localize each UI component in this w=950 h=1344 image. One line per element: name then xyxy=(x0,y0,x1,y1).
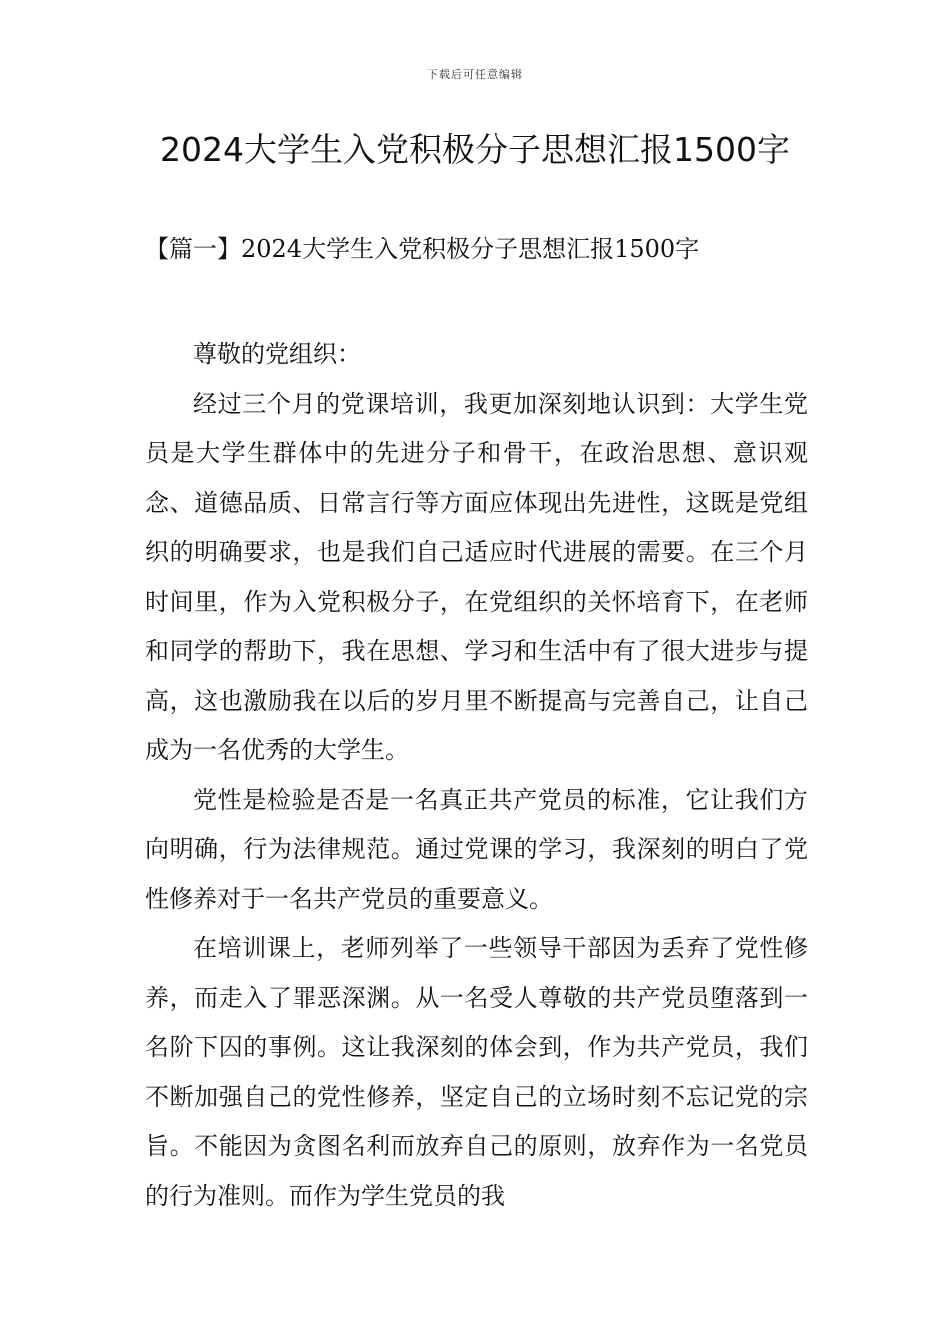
body-paragraph: 党性是检验是否是一名真正共产党员的标准，它让我们方向明确，行为法律规范。通过党课的学习，我深刻的明白了党性修养对于一名共产党员的重要意义。 xyxy=(145,785,808,913)
salutation: 尊敬的党组织： xyxy=(193,340,361,368)
body-paragraph: 经过三个月的党课培训，我更加深刻地认识到：大学生党员是大学生群体中的先进分子和骨干，在政治思想、意识观念、道德品质、日常言行等方面应体现出先进性，这既是党组织的明确要求，也是我们自己适应时代进展的需要。在三个月时间里，作为入党积极分子，在党组织的关怀培育下，在老师和同学的帮助下，我在思想、学习和生活中有了很大进步与提高，这也激励我在以后的岁月里不断提高与完善自己，让自己成为一名优秀的大学生。 xyxy=(145,389,808,764)
section-heading: 【篇一】2024大学生入党积极分子思想汇报1500字 xyxy=(145,235,700,263)
body-paragraph: 在培训课上，老师列举了一些领导干部因为丢弃了党性修养，而走入了罪恶深渊。从一名受人尊敬的共产党员堕落到一名阶下囚的事例。这让我深刻的体会到，作为共产党员，我们不断加强自己的党性修养，坚定自己的立场时刻不忘记党的宗旨。不能因为贪图名利而放弃自己的原则，放弃作为一名党员的行为准则。而作为学生党员的我 xyxy=(145,934,808,1210)
header-note: 下载后可任意编辑 xyxy=(427,68,523,81)
document-title: 2024大学生入党积极分子思想汇报1500字 xyxy=(160,130,790,169)
document-body xyxy=(145,330,808,1221)
